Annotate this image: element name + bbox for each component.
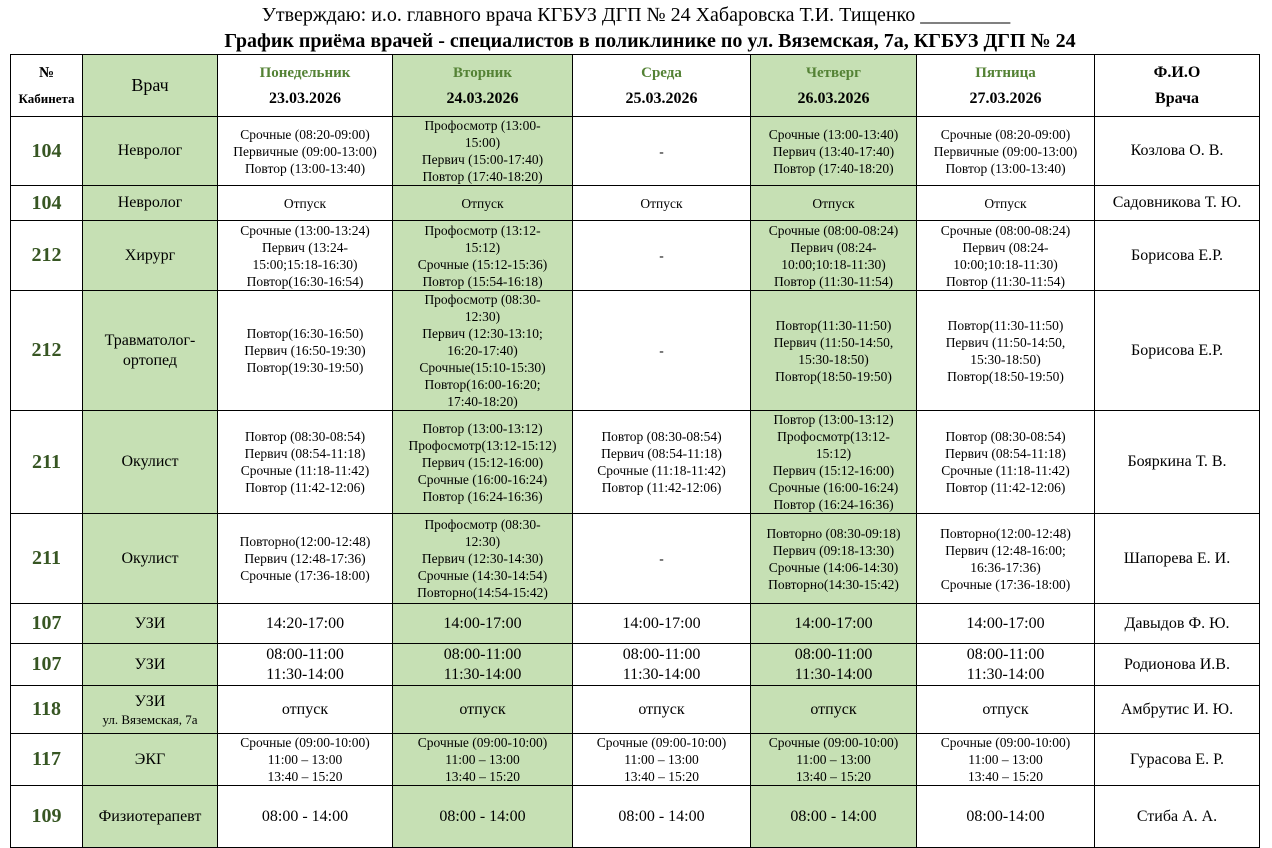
schedule-cell: Срочные (13:00-13:40) Первич (13:40-17:40) Повтор (17:40-18:20) (751, 117, 917, 186)
doctor-specialty: УЗИ (134, 655, 166, 673)
doctor-fio: Давыдов Ф. Ю. (1095, 604, 1260, 644)
schedule-cell: - (573, 291, 751, 411)
schedule-cell: Срочные (08:20-09:00) Первичные (09:00-13:00) Повтор (13:00-13:40) (218, 117, 393, 186)
doctor-specialty: Травматолог- ортопед (104, 331, 196, 369)
fio-header-line1: Ф.И.О (1153, 63, 1201, 81)
schedule-cell: 14:00-17:00 (573, 604, 751, 644)
day-name: Понедельник (259, 64, 351, 81)
day-date: 26.03.2026 (797, 89, 870, 107)
doctor-specialty-cell (83, 686, 218, 734)
schedule-cell: - (573, 514, 751, 604)
doctor-specialty-cell (83, 411, 218, 514)
approval-line: Утверждаю: и.о. главного врача КГБУЗ ДГП № 24 Хабаровска Т.И. Тищенко _________ (261, 4, 1011, 26)
doctor-specialty: Физиотерапевт (98, 807, 202, 825)
schedule-cell: 08:00-11:00 11:30-14:00 (917, 644, 1095, 686)
schedule-cell: отпуск (751, 686, 917, 734)
doctor-specialty: Окулист (121, 549, 179, 567)
doctor-fio: Козлова О. В. (1095, 117, 1260, 186)
cabinet-number: 107 (11, 604, 83, 644)
doctor-specialty: Невролог (117, 142, 183, 159)
schedule-cell: Срочные (08:00-08:24) Первич (08:24- 10:00;10:18-11:30) Повтор (11:30-11:54) (917, 221, 1095, 291)
schedule-cell: отпуск (393, 686, 573, 734)
schedule-cell: - (573, 117, 751, 186)
schedule-cell: 08:00-11:00 11:30-14:00 (218, 644, 393, 686)
doctor-specialty: УЗИ (134, 693, 166, 710)
day-name: Четверг (806, 64, 861, 81)
day-header-tue (393, 55, 573, 117)
schedule-cell: Срочные (08:20-09:00) Первичные (09:00-13:00) Повтор (13:00-13:40) (917, 117, 1095, 186)
doctor-specialty-cell (83, 117, 218, 186)
schedule-cell: Срочные (08:00-08:24) Первич (08:24- 10:00;10:18-11:30) Повтор (11:30-11:54) (751, 221, 917, 291)
schedule-cell: Отпуск (393, 186, 573, 221)
day-date: 27.03.2026 (969, 89, 1042, 107)
schedule-cell: Срочные (09:00-10:00) 11:00 – 13:00 13:40 – 15:20 (573, 734, 751, 786)
schedule-cell: Срочные (09:00-10:00) 11:00 – 13:00 13:40 – 15:20 (393, 734, 573, 786)
schedule-cell: Повторно(12:00-12:48) Первич (12:48-16:00; 16:36-17:36) Срочные (17:36-18:00) (917, 514, 1095, 604)
day-name: Вторник (453, 64, 512, 81)
schedule-row (11, 411, 1260, 514)
cabinet-number: 104 (11, 117, 83, 186)
schedule-cell: 08:00-14:00 (917, 786, 1095, 848)
schedule-cell: отпуск (218, 686, 393, 734)
schedule-cell: Повторно(12:00-12:48) Первич (12:48-17:36) Срочные (17:36-18:00) (218, 514, 393, 604)
day-header-thu (751, 55, 917, 117)
doctor-fio: Шапорева Е. И. (1095, 514, 1260, 604)
schedule-row (11, 644, 1260, 686)
schedule-cell: Повтор (13:00-13:12) Профосмотр(13:12-15:12) Первич (15:12-16:00) Срочные (16:00-16:24) Повтор (16:24-16:36) (393, 411, 573, 514)
schedule-cell: 08:00 - 14:00 (751, 786, 917, 848)
schedule-cell: Повтор (08:30-08:54) Первич (08:54-11:18) Срочные (11:18-11:42) Повтор (11:42-12:06) (573, 411, 751, 514)
schedule-cell: Отпуск (751, 186, 917, 221)
schedule-cell: 14:00-17:00 (393, 604, 573, 644)
schedule-cell: 14:00-17:00 (751, 604, 917, 644)
schedule-cell: 08:00 - 14:00 (393, 786, 573, 848)
schedule-cell: Профосмотр (13:00- 15:00) Первич (15:00-17:40) Повтор (17:40-18:20) (393, 117, 573, 186)
doctor-fio: Борисова Е.Р. (1095, 291, 1260, 411)
schedule-table (10, 54, 1260, 848)
day-name: Пятница (975, 64, 1036, 81)
schedule-cell: 08:00-11:00 11:30-14:00 (751, 644, 917, 686)
schedule-cell: 08:00-11:00 11:30-14:00 (573, 644, 751, 686)
schedule-row (11, 291, 1260, 411)
doctor-specialty: Невролог (117, 194, 183, 211)
doctor-specialty-cell (83, 604, 218, 644)
cabinet-header-label: Кабинета (18, 90, 75, 106)
day-date: 25.03.2026 (625, 89, 698, 107)
schedule-cell: 14:00-17:00 (917, 604, 1095, 644)
doctor-header: Врач (83, 55, 218, 117)
schedule-cell: Срочные (09:00-10:00) 11:00 – 13:00 13:40 – 15:20 (751, 734, 917, 786)
schedule-cell: отпуск (917, 686, 1095, 734)
schedule-title: График приёма врачей - специалистов в поликлинике по ул. Вяземская, 7а, КГБУЗ ДГП № 24 (224, 30, 1076, 52)
doctor-fio: Родионова И.В. (1095, 644, 1260, 686)
schedule-row (11, 734, 1260, 786)
schedule-row (11, 514, 1260, 604)
schedule-cell: 14:20-17:00 (218, 604, 393, 644)
cabinet-number: 109 (11, 786, 83, 848)
doctor-specialty-cell (83, 514, 218, 604)
doctor-specialty-cell (83, 291, 218, 411)
cabinet-number: 211 (11, 411, 83, 514)
cabinet-header-num: № (38, 64, 55, 81)
doctor-fio: Борисова Е.Р. (1095, 221, 1260, 291)
doctor-specialty: ЭКГ (134, 750, 166, 768)
cabinet-number: 212 (11, 221, 83, 291)
schedule-cell: Профосмотр (08:30- 12:30) Первич (12:30-13:10; 16:20-17:40) Срочные(15:10-15:30) Повтор(16:00-16:20; 17:40-18:20) (393, 291, 573, 411)
schedule-cell: Повтор(16:30-16:50) Первич (16:50-19:30) Повтор(19:30-19:50) (218, 291, 393, 411)
schedule-row (11, 186, 1260, 221)
schedule-row (11, 117, 1260, 186)
day-date: 23.03.2026 (269, 89, 341, 107)
header-row (11, 55, 1260, 117)
cabinet-number: 117 (11, 734, 83, 786)
schedule-cell: Повтор(11:30-11:50) Первич (11:50-14:50, 15:30-18:50) Повтор(18:50-19:50) (751, 291, 917, 411)
schedule-cell: Отпуск (573, 186, 751, 221)
doctor-specialty: УЗИ (134, 614, 166, 632)
cabinet-header (11, 55, 83, 117)
schedule-cell: Повтор (08:30-08:54) Первич (08:54-11:18) Срочные (11:18-11:42) Повтор (11:42-12:06) (218, 411, 393, 514)
cabinet-number: 211 (11, 514, 83, 604)
cabinet-number: 107 (11, 644, 83, 686)
doctor-specialty-cell (83, 644, 218, 686)
doctor-fio: Садовникова Т. Ю. (1095, 186, 1260, 221)
schedule-cell: Срочные (13:00-13:24) Первич (13:24- 15:00;15:18-16:30) Повтор(16:30-16:54) (218, 221, 393, 291)
doctor-specialty: Окулист (121, 453, 179, 470)
day-header-fri (917, 55, 1095, 117)
doctor-fio: Гурасова Е. Р. (1095, 734, 1260, 786)
doctor-fio: Амбрутис И. Ю. (1095, 686, 1260, 734)
doctor-specialty-cell (83, 186, 218, 221)
fio-header (1095, 55, 1260, 117)
day-header-mon (218, 55, 393, 117)
doctor-fio: Бояркина Т. В. (1095, 411, 1260, 514)
schedule-cell: Профосмотр (13:12- 15:12) Срочные (15:12-15:36) Повтор (15:54-16:18) (393, 221, 573, 291)
schedule-cell: Отпуск (218, 186, 393, 221)
cabinet-number: 212 (11, 291, 83, 411)
day-date: 24.03.2026 (446, 89, 519, 107)
schedule-cell: отпуск (573, 686, 751, 734)
doctor-specialty-cell (83, 734, 218, 786)
schedule-cell: 08:00-11:00 11:30-14:00 (393, 644, 573, 686)
schedule-row (11, 604, 1260, 644)
day-header-wed (573, 55, 751, 117)
schedule-cell: Повтор (13:00-13:12) Профосмотр(13:12- 15:12) Первич (15:12-16:00) Срочные (16:00-16:24) Повтор (16:24-16:36) (751, 411, 917, 514)
schedule-cell: Повтор (08:30-08:54) Первич (08:54-11:18) Срочные (11:18-11:42) Повтор (11:42-12:06) (917, 411, 1095, 514)
schedule-cell: Повтор(11:30-11:50) Первич (11:50-14:50, 15:30-18:50) Повтор(18:50-19:50) (917, 291, 1095, 411)
schedule-row (11, 221, 1260, 291)
schedule-cell: Отпуск (917, 186, 1095, 221)
schedule-cell: 08:00 - 14:00 (218, 786, 393, 848)
fio-header-line2: Врача (1155, 89, 1199, 107)
doctor-specialty: Хирург (124, 246, 176, 264)
day-name: Среда (641, 64, 682, 81)
doctor-fio: Стиба А. А. (1095, 786, 1260, 848)
schedule-cell: - (573, 221, 751, 291)
cabinet-number: 104 (11, 186, 83, 221)
schedule-cell: 08:00 - 14:00 (573, 786, 751, 848)
schedule-cell: Срочные (09:00-10:00) 11:00 – 13:00 13:40 – 15:20 (917, 734, 1095, 786)
doctor-specialty-cell (83, 786, 218, 848)
doctor-specialty-address: ул. Вяземская, 7а (102, 712, 198, 727)
doctor-specialty-cell (83, 221, 218, 291)
schedule-row (11, 786, 1260, 848)
schedule-cell: Срочные (09:00-10:00) 11:00 – 13:00 13:40 – 15:20 (218, 734, 393, 786)
schedule-cell: Профосмотр (08:30- 12:30) Первич (12:30-14:30) Срочные (14:30-14:54) Повторно(14:54-15:42) (393, 514, 573, 604)
cabinet-number: 118 (11, 686, 83, 734)
schedule-cell: Повторно (08:30-09:18) Первич (09:18-13:30) Срочные (14:06-14:30) Повторно(14:30-15:42) (751, 514, 917, 604)
schedule-row (11, 686, 1260, 734)
